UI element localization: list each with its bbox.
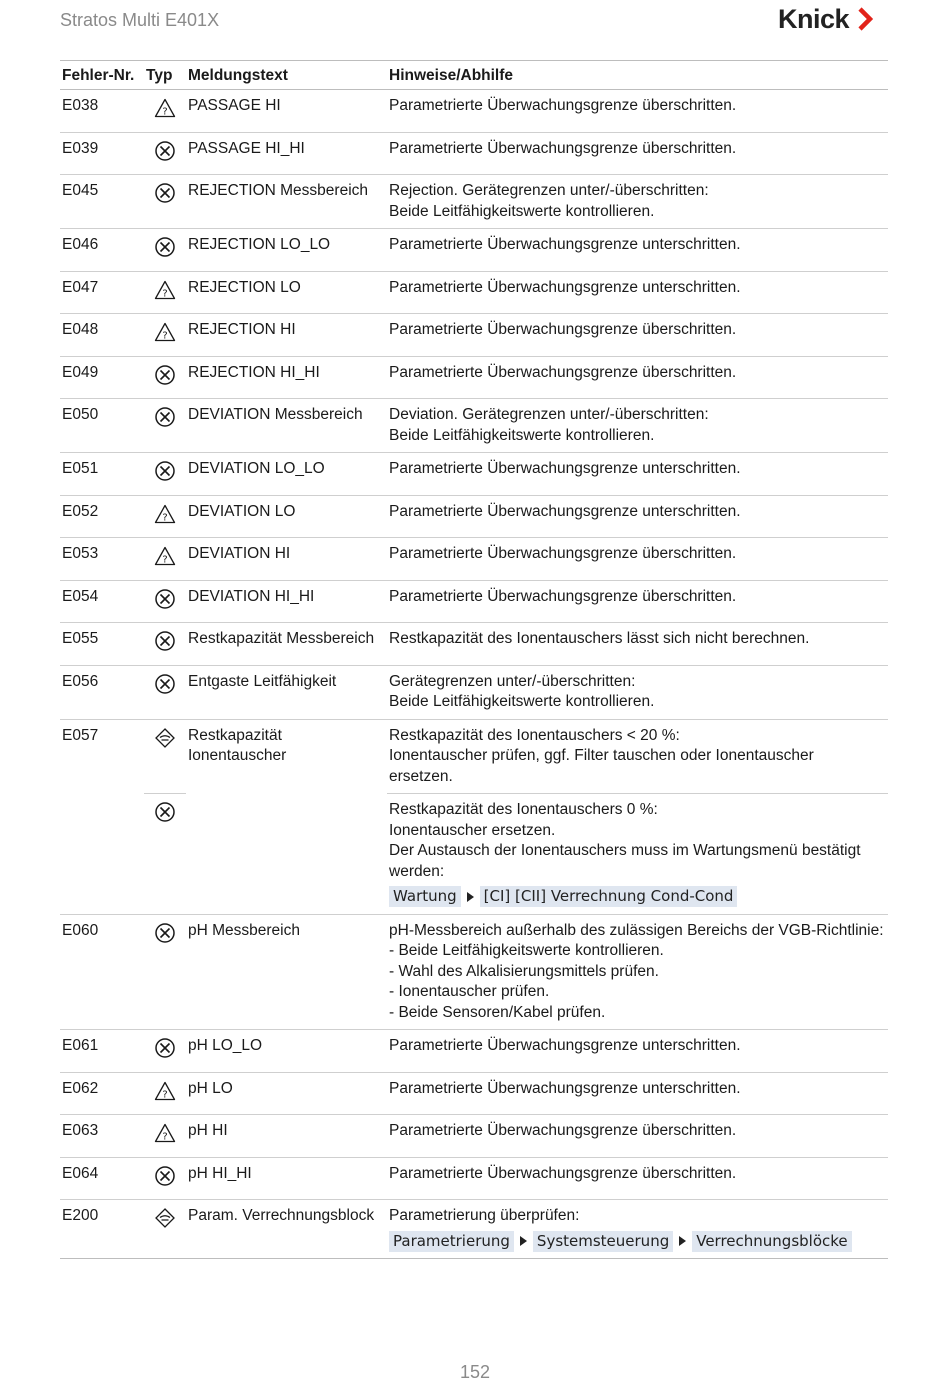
hint-text bbox=[387, 1115, 888, 1158]
hint-line: - Beide Leitfähigkeitswerte kontrollieren. bbox=[389, 942, 664, 959]
hint-line: Beide Leitfähigkeitswerte kontrollieren. bbox=[389, 426, 655, 444]
error-type bbox=[144, 794, 186, 915]
hint-text bbox=[387, 229, 888, 272]
table-row bbox=[60, 356, 888, 399]
hint-line: Parametrierte Überwachungsgrenze unterschritten. bbox=[389, 460, 741, 477]
table-row bbox=[60, 1200, 888, 1259]
error-type bbox=[144, 453, 186, 496]
error-type bbox=[144, 356, 186, 399]
warning-icon bbox=[154, 1122, 176, 1144]
hint-text bbox=[387, 453, 888, 496]
hint-line: Parametrierte Überwachungsgrenze unterschritten. bbox=[389, 236, 741, 253]
table-header bbox=[60, 61, 888, 90]
message-text: DEVIATION Messbereich bbox=[186, 399, 387, 453]
error-type bbox=[144, 1200, 186, 1259]
failure-icon bbox=[154, 1165, 176, 1187]
error-number: E056 bbox=[60, 665, 144, 719]
message-text: DEVIATION LO_LO bbox=[186, 453, 387, 496]
hint-line: - Beide Sensoren/Kabel prüfen. bbox=[389, 1003, 606, 1021]
col-header-msg: Meldungstext bbox=[186, 61, 387, 90]
maintenance-icon bbox=[154, 727, 176, 749]
hint-text bbox=[387, 495, 888, 538]
svg-text:?: ? bbox=[162, 1089, 168, 1100]
error-type bbox=[144, 623, 186, 666]
table-row bbox=[60, 665, 888, 719]
failure-icon bbox=[154, 922, 176, 944]
hint-line: Parametrierte Überwachungsgrenze überschritten. bbox=[389, 1164, 737, 1182]
error-type bbox=[144, 229, 186, 272]
failure-icon bbox=[154, 630, 176, 652]
message-text: REJECTION LO_LO bbox=[186, 229, 387, 272]
error-number: E060 bbox=[60, 914, 144, 1030]
error-type bbox=[144, 90, 186, 133]
message-text: PASSAGE HI_HI bbox=[186, 132, 387, 175]
failure-icon bbox=[154, 673, 176, 695]
message-text: REJECTION LO bbox=[186, 271, 387, 314]
hint-line: Restkapazität des Ionentauschers lässt sich nicht berechnen. bbox=[389, 630, 810, 647]
error-type bbox=[144, 399, 186, 453]
failure-icon bbox=[154, 1037, 176, 1059]
warning-icon bbox=[154, 279, 176, 301]
error-type bbox=[144, 914, 186, 1030]
message-text: pH HI_HI bbox=[186, 1157, 387, 1200]
error-number: E200 bbox=[60, 1200, 144, 1259]
hint-text bbox=[387, 90, 888, 133]
failure-icon bbox=[154, 236, 176, 258]
svg-text:?: ? bbox=[162, 106, 168, 118]
table-row bbox=[60, 132, 888, 175]
error-type bbox=[144, 538, 186, 581]
page-number: 152 bbox=[459, 1362, 491, 1382]
error-number: E057 bbox=[60, 719, 144, 914]
error-number: E038 bbox=[60, 90, 144, 133]
message-text: DEVIATION HI_HI bbox=[186, 580, 387, 623]
error-number: E048 bbox=[60, 314, 144, 357]
menu-path bbox=[389, 886, 737, 907]
svg-text:?: ? bbox=[162, 554, 168, 566]
message-text: REJECTION Messbereich bbox=[186, 175, 387, 229]
message-text: pH Messbereich bbox=[186, 914, 387, 1030]
hint-text bbox=[387, 538, 888, 581]
hint-line: Beide Leitfähigkeitswerte kontrollieren. bbox=[389, 693, 655, 710]
knick-logo bbox=[778, 4, 873, 34]
hint-text bbox=[387, 794, 888, 915]
table-row bbox=[60, 229, 888, 272]
error-number: E047 bbox=[60, 271, 144, 314]
error-number: E053 bbox=[60, 538, 144, 581]
error-type bbox=[144, 1030, 186, 1073]
failure-icon bbox=[154, 460, 176, 482]
hint-text bbox=[387, 271, 888, 314]
error-number: E063 bbox=[60, 1115, 144, 1158]
error-type bbox=[144, 271, 186, 314]
hint-text bbox=[387, 1030, 888, 1073]
hint-line: Parametrierte Überwachungsgrenze unterschritten. bbox=[389, 1079, 741, 1097]
table-row bbox=[60, 495, 888, 538]
hint-line: Parametrierte Überwachungsgrenze unterschritten. bbox=[389, 278, 741, 296]
hint-text bbox=[387, 1157, 888, 1200]
error-number: E061 bbox=[60, 1030, 144, 1073]
error-number: E062 bbox=[60, 1072, 144, 1115]
hint-line: Ionentauscher ersetzen. bbox=[389, 821, 556, 839]
hint-text bbox=[387, 623, 888, 666]
error-type bbox=[144, 175, 186, 229]
error-number: E039 bbox=[60, 132, 144, 175]
path-arrow-icon bbox=[679, 1236, 686, 1246]
hint-line: Parametrierung überprüfen: bbox=[389, 1207, 580, 1224]
message-text: DEVIATION HI bbox=[186, 538, 387, 581]
table-row bbox=[60, 314, 888, 357]
col-header-hint: Hinweise/Abhilfe bbox=[387, 61, 888, 90]
error-type bbox=[144, 132, 186, 175]
message-line: Ionentauscher bbox=[188, 747, 287, 764]
error-number: E064 bbox=[60, 1157, 144, 1200]
chevron-right-icon bbox=[857, 7, 873, 31]
hint-text bbox=[387, 399, 888, 453]
hint-line: pH-Messbereich außerhalb des zulässigen Bereichs der VGB-Richtlinie: bbox=[389, 921, 884, 939]
error-type bbox=[144, 580, 186, 623]
hint-line: Der Austausch der Ionentauschers muss im Wartungsmenü bestätigt bbox=[389, 842, 861, 859]
message-text: REJECTION HI_HI bbox=[186, 356, 387, 399]
failure-icon bbox=[154, 801, 176, 823]
message-line: Restkapazität bbox=[188, 726, 282, 744]
hint-line: werden: bbox=[389, 862, 445, 880]
svg-text:?: ? bbox=[162, 512, 168, 523]
failure-icon bbox=[154, 182, 176, 204]
message-text bbox=[186, 719, 387, 914]
hint-line: Parametrierte Überwachungsgrenze überschritten. bbox=[389, 321, 737, 338]
hint-text bbox=[387, 665, 888, 719]
maintenance-icon bbox=[154, 1207, 176, 1229]
warning-icon bbox=[154, 1080, 176, 1102]
hint-line: Ionentauscher prüfen, ggf. Filter tauschen oder Ionentauscher bbox=[389, 747, 814, 764]
error-type bbox=[144, 1072, 186, 1115]
table-row bbox=[60, 175, 888, 229]
error-type bbox=[144, 1115, 186, 1158]
error-type bbox=[144, 719, 186, 794]
table-subrow bbox=[60, 794, 888, 915]
hint-line: Parametrierte Überwachungsgrenze überschritten. bbox=[389, 97, 737, 114]
failure-icon bbox=[154, 406, 176, 428]
table-body bbox=[60, 90, 888, 1259]
table-row bbox=[60, 399, 888, 453]
svg-text:?: ? bbox=[162, 330, 168, 342]
failure-icon bbox=[154, 588, 176, 610]
message-text: Restkapazität Messbereich bbox=[186, 623, 387, 666]
table-row bbox=[60, 538, 888, 581]
hint-line: Deviation. Gerätegrenzen unter/-überschritten: bbox=[389, 406, 709, 423]
table-row bbox=[60, 1072, 888, 1115]
hint-line: Rejection. Gerätegrenzen unter/-überschritten: bbox=[389, 182, 709, 199]
message-text: pH LO bbox=[186, 1072, 387, 1115]
hint-text bbox=[387, 580, 888, 623]
hint-text bbox=[387, 314, 888, 357]
hint-line: - Wahl des Alkalisierungsmittels prüfen. bbox=[389, 962, 659, 980]
warning-icon bbox=[154, 503, 176, 525]
warning-icon bbox=[154, 97, 176, 119]
hint-line: Parametrierte Überwachungsgrenze überschritten. bbox=[389, 139, 737, 157]
menu-path-item: Systemsteuerung bbox=[533, 1231, 673, 1252]
menu-path-item: [CI] [CII] Verrechnung Cond-Cond bbox=[480, 886, 738, 907]
message-text: PASSAGE HI bbox=[186, 90, 387, 133]
hint-line: ersetzen. bbox=[389, 767, 453, 785]
menu-path-item: Parametrierung bbox=[389, 1231, 514, 1252]
error-number: E049 bbox=[60, 356, 144, 399]
logo-text: Knick bbox=[778, 3, 850, 34]
hint-line: Restkapazität des Ionentauschers 0 %: bbox=[389, 801, 658, 818]
table-row bbox=[60, 453, 888, 496]
hint-line: Gerätegrenzen unter/-überschritten: bbox=[389, 672, 636, 690]
col-header-typ: Typ bbox=[144, 61, 186, 90]
message-text: pH HI bbox=[186, 1115, 387, 1158]
hint-line: Parametrierte Überwachungsgrenze überschritten. bbox=[389, 545, 737, 562]
table-row bbox=[60, 719, 888, 794]
table-row bbox=[60, 90, 888, 133]
error-number: E050 bbox=[60, 399, 144, 453]
hint-text bbox=[387, 175, 888, 229]
hint-line: Restkapazität des Ionentauschers < 20 %: bbox=[389, 726, 680, 744]
menu-path bbox=[389, 1231, 852, 1252]
message-text: REJECTION HI bbox=[186, 314, 387, 357]
error-number: E055 bbox=[60, 623, 144, 666]
hint-line: Beide Leitfähigkeitswerte kontrollieren. bbox=[389, 202, 655, 220]
hint-line: Parametrierte Überwachungsgrenze überschritten. bbox=[389, 1122, 737, 1139]
error-number: E046 bbox=[60, 229, 144, 272]
warning-icon bbox=[154, 321, 176, 343]
hint-line: Parametrierte Überwachungsgrenze überschritten. bbox=[389, 587, 737, 605]
table-row bbox=[60, 580, 888, 623]
error-number: E051 bbox=[60, 453, 144, 496]
hint-text bbox=[387, 1200, 888, 1259]
error-type bbox=[144, 665, 186, 719]
table-row bbox=[60, 914, 888, 1030]
path-arrow-icon bbox=[520, 1236, 527, 1246]
hint-line: Parametrierte Überwachungsgrenze unterschritten. bbox=[389, 1037, 741, 1054]
message-text: pH LO_LO bbox=[186, 1030, 387, 1073]
table-row bbox=[60, 271, 888, 314]
error-type bbox=[144, 495, 186, 538]
hint-text bbox=[387, 1072, 888, 1115]
message-text: Entgaste Leitfähigkeit bbox=[186, 665, 387, 719]
error-table bbox=[60, 60, 888, 1259]
failure-icon bbox=[154, 140, 176, 162]
menu-path-item: Verrechnungsblöcke bbox=[692, 1231, 851, 1252]
error-number: E054 bbox=[60, 580, 144, 623]
hint-text bbox=[387, 132, 888, 175]
svg-text:?: ? bbox=[162, 1131, 168, 1143]
hint-line: Parametrierte Überwachungsgrenze überschritten. bbox=[389, 363, 737, 381]
hint-line: - Ionentauscher prüfen. bbox=[389, 983, 550, 1000]
message-text: Param. Verrechnungsblock bbox=[186, 1200, 387, 1259]
failure-icon bbox=[154, 364, 176, 386]
error-number: E052 bbox=[60, 495, 144, 538]
hint-line: Parametrierte Überwachungsgrenze unterschritten. bbox=[389, 502, 741, 520]
table-row bbox=[60, 623, 888, 666]
table-row bbox=[60, 1030, 888, 1073]
path-arrow-icon bbox=[467, 892, 474, 902]
menu-path-item: Wartung bbox=[389, 886, 461, 907]
table-row bbox=[60, 1115, 888, 1158]
error-number: E045 bbox=[60, 175, 144, 229]
hint-text bbox=[387, 719, 888, 794]
hint-text bbox=[387, 356, 888, 399]
document-title: Stratos Multi E401X bbox=[60, 10, 220, 30]
error-type bbox=[144, 1157, 186, 1200]
table-row bbox=[60, 1157, 888, 1200]
svg-text:?: ? bbox=[162, 288, 168, 299]
hint-text bbox=[387, 914, 888, 1030]
error-type bbox=[144, 314, 186, 357]
col-header-nr: Fehler-Nr. bbox=[60, 61, 144, 90]
message-text: DEVIATION LO bbox=[186, 495, 387, 538]
warning-icon bbox=[154, 545, 176, 567]
